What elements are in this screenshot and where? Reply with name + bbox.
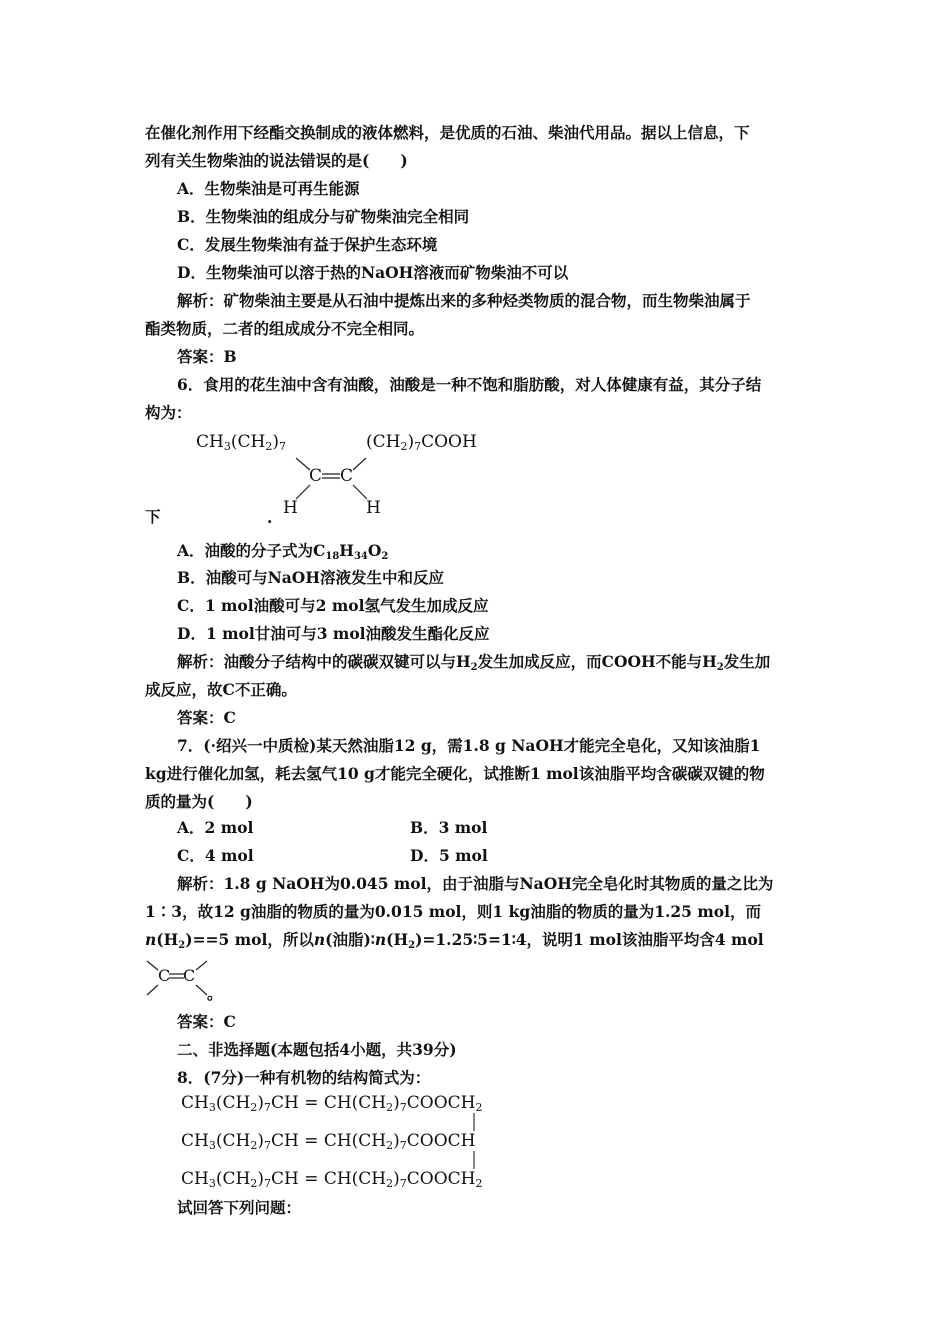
q6-option-c: C．1 mol油酸可与2 mol氢气发生加成反应 [177, 596, 489, 615]
q6-analysis-line1: 解析：油酸分子结构中的碳碳双键可以与$H_2$发生加成反应，而COOH不能与$H_2$发生加 [177, 652, 771, 673]
q5-stem-line2: 列有关生物柴油的说法错误的是( ) [145, 151, 408, 170]
q5-option-c: C．发展生物柴油有益于保护生态环境 [177, 235, 438, 254]
q7-stem-line3: 质的量为( ) [145, 792, 253, 811]
triglyceride-row-1: $CH_3(CH_2)_7CH$ = $CH(CH_2)_7COOCH_2$ [181, 1093, 483, 1114]
q7-analysis-line3: $n(H_2)==5$ mol，所以n(油脂)$∶n(H_2)=1.25∶5=1∶4$，说明1 mol该油脂平均含4 mol [145, 930, 764, 951]
q7-option-c: C．4 mol [177, 846, 254, 865]
q5-stem-line1: 在催化剂作用下经酯交换制成的液体燃料，是优质的石油、柴油代用品。据以上信息，下 [145, 123, 750, 142]
cc-carbon-2: C [183, 966, 196, 985]
q7-option-d: D．5 mol [410, 846, 488, 865]
q8-followup: 试回答下列问题： [177, 1198, 302, 1217]
q5-option-a: A．生物柴油是可再生能源 [177, 179, 360, 198]
q7-answer: 答案：C [177, 1012, 236, 1031]
q6-stem-line1: 6．食用的花生油中含有油酸，油酸是一种不饱和脂肪酸，对人体健康有益，其分子结 [177, 375, 762, 394]
q6-stem-line2: 构为： [145, 403, 192, 422]
cc-carbon-1: C [158, 966, 171, 985]
q7-option-a: A．2 mol [177, 818, 254, 837]
q7-analysis-line2: 1∶3，故12 g油脂的物质的量为0.015 mol，则1 kg油脂的物质的量为1.25 mol，而 [145, 902, 761, 921]
triglyceride-row-2: $CH_3(CH_2)_7CH$ = $CH(CH_2)_7COOCH$ [181, 1131, 476, 1152]
structure-carbon-2: C [340, 466, 354, 486]
q5-option-b: B．生物柴油的组成分与矿物柴油完全相同 [177, 207, 470, 226]
q8-stem: 8．(7分)一种有机物的结构简式为： [177, 1068, 431, 1087]
structure-hydrogen-1: H [283, 498, 298, 518]
q6-after-structure: 下 [145, 507, 161, 526]
q6-answer: 答案：C [177, 708, 236, 727]
q5-answer: 答案：B [177, 347, 237, 366]
structure-carbon-1: C [309, 466, 323, 486]
q7-stem-line1: 7．(·绍兴一中质检)某天然油脂12 g，需1.8 g NaOH才能完全皂化，又知该油脂1 [177, 736, 761, 755]
q7-stem-line2: kg进行催化加氢，耗去氢气10 g才能完全硬化，试推断1 mol该油脂平均含碳碳双键的物 [145, 764, 765, 783]
q5-option-d: D．生物柴油可以溶于热的NaOH溶液而矿物柴油不可以 [177, 263, 569, 282]
cc-period: 。 [207, 984, 223, 1003]
triglyceride-row-3: $CH_3(CH_2)_7CH$ = $CH(CH_2)_7COOCH_2$ [181, 1169, 483, 1190]
q6-option-b: B．油酸可与NaOH溶液发生中和反应 [177, 568, 444, 587]
structure-left-group: $CH_3(CH_2)_7$ [196, 432, 286, 453]
q5-analysis-line1: 解析：矿物柴油主要是从石油中提炼出来的多种烃类物质的混合物，而生物柴油属于 [177, 291, 751, 310]
q6-option-a: A．油酸的分子式为$C_{18}H_{34}O_2$ [177, 541, 389, 562]
section2-heading: 二、非选择题(本题包括4小题，共39分) [177, 1040, 457, 1059]
structure-right-group: $(CH_2)_7COOH$ [366, 432, 477, 453]
q5-analysis-line2: 酯类物质，二者的组成成分不完全相同。 [145, 319, 425, 338]
structure-hydrogen-2: H [366, 498, 381, 518]
q7-option-b: B．3 mol [410, 818, 488, 837]
q7-analysis-line1: 解析：1.8 g NaOH为0.045 mol，由于油脂与NaOH完全皂化时其物质的量之比为 [177, 874, 774, 893]
q6-option-d: D．1 mol甘油可与3 mol油酸发生酯化反应 [177, 624, 490, 643]
q6-analysis-line2: 成反应，故C不正确。 [145, 680, 297, 699]
q6-dot: . [267, 508, 273, 527]
